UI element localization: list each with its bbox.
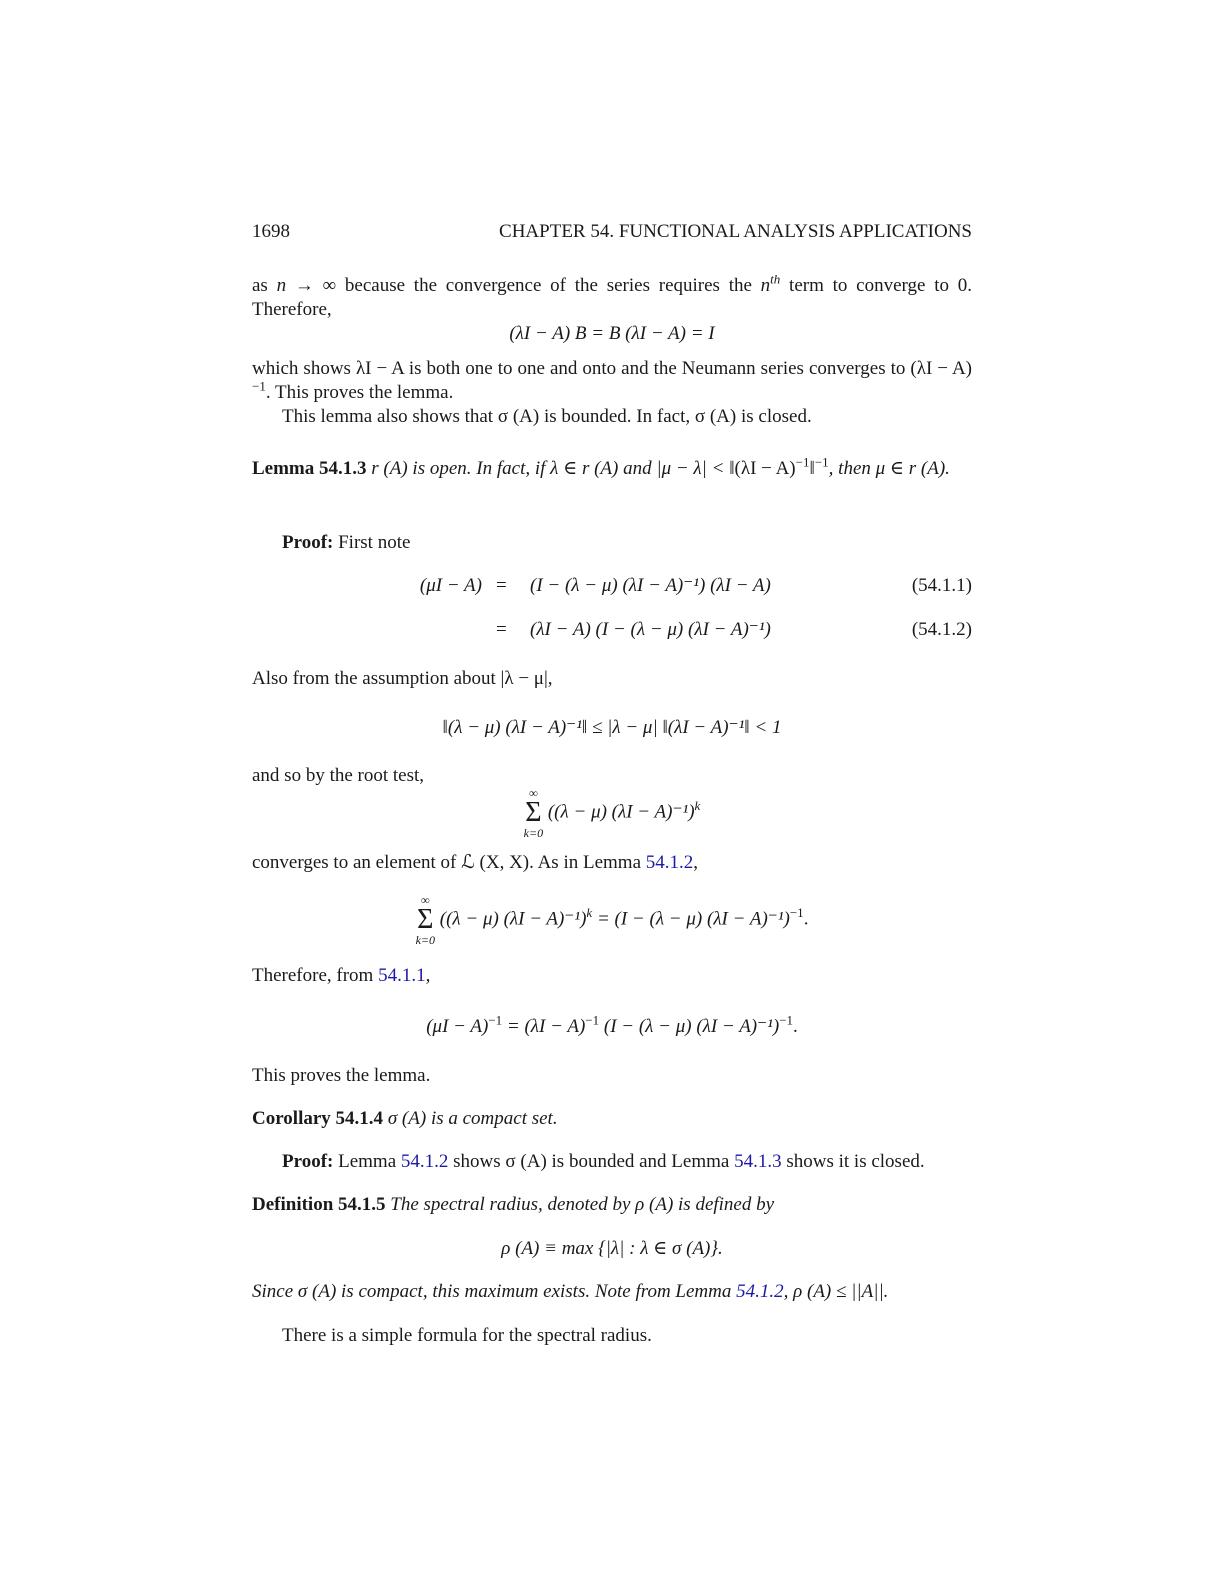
equation-number: (54.1.2) <box>911 619 972 640</box>
corollary-label: Corollary 54.1.4 <box>252 1108 384 1129</box>
summation-sign: ∞ Σ k=0 <box>523 786 544 840</box>
proof-label: Proof: <box>282 1151 334 1172</box>
proof-corollary: Proof: Lemma 54.1.2 shows σ (A) is bounded and Lemma 54.1.3 shows it is closed. <box>282 1151 925 1172</box>
lemma-link[interactable]: 54.1.3 <box>734 1151 782 1172</box>
equation-series-identity: ∞ Σ k=0 ((λ − μ) (λI − A)⁻¹)$^k$ = (I − (λ − μ) (λI − A)⁻¹)$^{-1}$. <box>415 893 809 947</box>
definition-54-1-5: Definition 54.1.5 The spectral radius, denoted by ρ (A) is defined by <box>252 1194 775 1215</box>
equation-54-1-2: = (λI − A) (I − (λ − μ) (λI − A)⁻¹) (54.1.2) <box>496 619 972 640</box>
paragraph-therefore: Therefore, from 54.1.1, <box>252 965 431 986</box>
paragraph-neumann: which shows λI − A is both one to one and onto and the Neumann series converges to $(\lambda I - A)^{-1}$. This proves the lemma. <box>252 358 972 403</box>
paragraph-root-test: and so by the root test, <box>252 765 425 786</box>
lemma-link[interactable]: 54.1.2 <box>736 1281 784 1302</box>
lemma-54-1-3: Lemma 54.1.3 r (A) is open. In fact, if λ ∈ r (A) and |μ − λ| < ‖(λI − A)$^{-1}$‖$^{-1}$, then μ ∈ r (A). <box>252 454 950 479</box>
paragraph-formula: There is a simple formula for the spectral radius. <box>282 1325 652 1346</box>
paragraph-proves: This proves the lemma. <box>252 1065 431 1086</box>
equation-number: (54.1.1) <box>911 575 972 596</box>
chapter-title: CHAPTER 54. FUNCTIONAL ANALYSIS APPLICATIONS <box>499 221 972 242</box>
equation-54-1-1: (μI − A) = (I − (λ − μ) (λI − A)⁻¹) (λI − A) (54.1.1) <box>419 575 972 596</box>
lemma-link[interactable]: 54.1.2 <box>400 1151 449 1172</box>
paragraph-converges: converges to an element of ℒ (X, X). As in Lemma 54.1.2, <box>252 852 699 873</box>
lemma-link[interactable]: 54.1.2 <box>645 852 694 873</box>
equation-series: ∞ Σ k=0 ((λ − μ) (λI − A)⁻¹)$^k$ <box>523 786 701 840</box>
running-header <box>252 220 972 244</box>
paragraph-convergence: as n → ∞ because the convergence of the series requires the $n^{th}$ term to converge to 0. Therefore, <box>252 271 972 320</box>
equation-spectral-radius: ρ (A) ≡ max {|λ| : λ ∈ σ (A)}. <box>501 1238 723 1259</box>
equation-inverse: (λI − A) B = B (λI − A) = I <box>509 323 715 344</box>
paragraph-assumption: Also from the assumption about |λ − μ|, <box>252 668 553 689</box>
proof-label: Proof: <box>282 532 334 553</box>
definition-label: Definition 54.1.5 <box>252 1194 386 1215</box>
equation-link[interactable]: 54.1.1 <box>378 965 426 986</box>
summation-sign: ∞ Σ k=0 <box>415 893 435 947</box>
equation-resolvent: $(\mu I - A)^{-1} = (\lambda I - A)^{-1}$ (I − (λ − μ) (λI − A)⁻¹)$^{-1}$. <box>426 1012 798 1037</box>
paragraph-bounded: This lemma also shows that σ (A) is bounded. In fact, σ (A) is closed. <box>282 406 812 427</box>
paragraph-compact: Since σ (A) is compact, this maximum exists. Note from Lemma 54.1.2, ρ (A) ≤ ||A||. <box>252 1281 889 1302</box>
lemma-label: Lemma 54.1.3 <box>252 458 367 479</box>
page-number: 1698 <box>252 221 290 242</box>
proof-start: Proof: First note <box>282 532 411 553</box>
equation-norm-bound: ‖(λ − μ) (λI − A)⁻¹‖ ≤ |λ − μ| ‖(λI − A)⁻¹‖ < 1 <box>442 717 782 738</box>
corollary-54-1-4: Corollary 54.1.4 σ (A) is a compact set. <box>252 1108 558 1129</box>
